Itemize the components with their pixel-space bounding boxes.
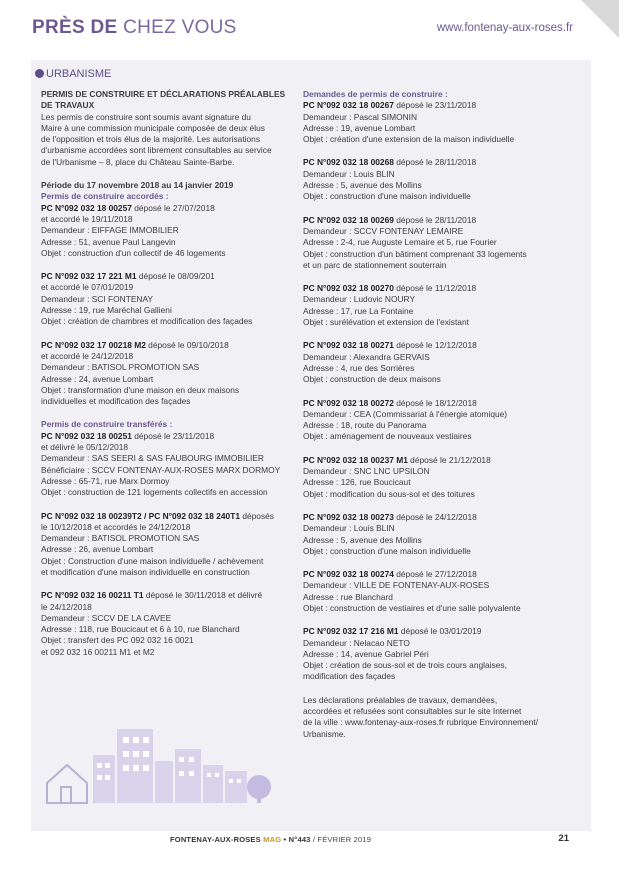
- permit-ref: PC N°092 032 18 00237 M1: [303, 454, 408, 465]
- permit-line: Objet : transformation d'une maison en deux maisons: [41, 384, 240, 395]
- permit-line: Objet : construction d'une maison individuelle: [303, 545, 471, 556]
- page-header: [30, 14, 579, 44]
- permit-line: et accordé le 19/11/2018: [41, 213, 133, 224]
- intro-text: d'urbanisme accordées sont librement consultables au service: [41, 145, 272, 156]
- permit-entry: PC N°092 032 18 00273 déposé le 24/12/2018 Demandeur : Louis BLIN Adresse : 5, avenue des Mollins Objet : construction d'une maison individuelle: [303, 512, 581, 557]
- bullet-icon: [35, 69, 44, 78]
- permit-ref: PC N°092 032 18 00268: [303, 157, 394, 168]
- permit-ref: PC N°092 032 18 00257: [41, 202, 132, 213]
- permit-line: Adresse : 5, avenue des Mollins: [303, 534, 422, 545]
- closing-text: Les déclarations préalables de travaux, demandées,: [303, 694, 498, 705]
- permit-ref: PC N°092 032 18 00270: [303, 283, 394, 294]
- permit-entry: PC N°092 032 18 00269 déposé le 28/11/2018 Demandeur : SCCV FONTENAY LEMAIRE Adresse : 2-4, rue Auguste Lemaire et 5, rue Fourier Objet : construction d'un bâtiment comprenant 33 logements et un parc de stationnement souterrain: [303, 215, 581, 271]
- intro-text: de l'opposition et trois élus de la majorité. Les autorisations: [41, 134, 261, 145]
- permit-line: Adresse : 18, route du Panorama: [303, 420, 427, 431]
- website-url[interactable]: www.fontenay-aux-roses.fr: [436, 22, 573, 34]
- permit-ref: PC N°092 032 18 00239T2 / PC N°092 032 18 240T1: [41, 510, 240, 521]
- permit-line: Adresse : 118, rue Boucicaut et 6 à 10, rue Blanchard: [41, 624, 240, 635]
- buildings-illustration: [41, 725, 281, 805]
- intro-text: de l'Urbanisme – 8, place du Château Sainte-Barbe.: [41, 156, 235, 167]
- closing-text: Urbanisme.: [303, 728, 346, 739]
- permit-entry: PC N°092 032 18 00237 M1 déposé le 21/12/2018 Demandeur : SNC LNC UPSILON Adresse : 126, rue Boucicaut Objet : modification du sous-sol et des toitures: [303, 455, 581, 500]
- permit-ref: PC N°092 032 16 00211 T1: [41, 590, 144, 601]
- page-number: 21: [558, 833, 569, 844]
- permit-line: Demandeur : Louis BLIN: [303, 168, 395, 179]
- permit-entry: PC N°092 032 16 00211 T1 déposé le 30/11/2018 et délivré le 24/12/2018 Demandeur : SCCV DE LA CAVEE Adresse : 118, rue Boucicaut et 6 à 10, rue Blanchard Objet : transfert des PC 092 032 16 0021 et 092 032 16 00211 M1 et M2: [41, 590, 291, 658]
- permit-line: Demandeur : SCCV DE LA CAVEE: [41, 612, 172, 623]
- granted-heading: Permis de construire accordés :: [41, 191, 169, 202]
- permit-line: et délivré le 05/12/2018: [41, 442, 129, 453]
- permit-line: Demandeur : CEA (Commissariat à l'énergie atomique): [303, 408, 508, 419]
- permit-line: Objet : création de sous-sol et de trois cours anglaises,: [303, 660, 507, 671]
- permit-line: et accordé le 07/01/2019: [41, 282, 134, 293]
- permit-line: Demandeur : SCI FONTENAY: [41, 293, 154, 304]
- permit-line: Adresse : rue Blanchard: [303, 591, 393, 602]
- permit-line: Adresse : 65-71, rue Marx Dormoy: [41, 475, 170, 486]
- permit-line: Objet : construction de deux maisons: [303, 374, 441, 385]
- permit-line: Objet : création de chambres et modification des façades: [41, 316, 253, 327]
- permit-line: Bénéficiaire : SCCV FONTENAY-AUX-ROSES MARX DORMOY: [41, 464, 281, 475]
- permit-ref: PC N°092 032 17 216 M1: [303, 626, 399, 637]
- permit-line: Objet : Construction d'une maison individuelle / achèvement: [41, 555, 264, 566]
- permit-ref: PC N°092 032 18 00273: [303, 511, 394, 522]
- page-corner-fold: [581, 0, 619, 38]
- permit-ref: PC N°092 032 18 00271: [303, 340, 394, 351]
- permit-line: Objet : construction d'un bâtiment comprenant 33 logements: [303, 248, 527, 259]
- permit-line: Adresse : 51, avenue Paul Langevin: [41, 236, 176, 247]
- permit-line: modification des façades: [303, 671, 396, 682]
- left-column: [41, 89, 291, 670]
- permit-ref: PC N°092 032 18 00267: [303, 100, 394, 111]
- intro-text: Les permis de construire sont soumis avant signature du: [41, 111, 251, 122]
- permit-line: Objet : surélévation et extension de l'existant: [303, 317, 469, 328]
- intro-block: [41, 89, 291, 168]
- permit-ref: PC N°092 032 17 221 M1: [41, 271, 137, 282]
- intro-text: Maire à une commission municipale composée de deux élus: [41, 122, 265, 133]
- permit-line: et modification d'une maison individuelle en construction: [41, 566, 250, 577]
- permit-ref: PC N°092 032 18 00272: [303, 397, 394, 408]
- permit-line: Objet : transfert des PC 092 032 16 0021: [41, 635, 194, 646]
- transferred-heading: Permis de construire transférés :: [41, 419, 173, 430]
- closing-note: [303, 695, 581, 740]
- closing-text: accordées et refusées sont consultables sur le site Internet: [303, 706, 522, 717]
- permit-line: et un parc de stationnement souterrain: [303, 259, 447, 270]
- permit-line: Adresse : 14, avenue Gabriel Péri: [303, 648, 429, 659]
- permit-line: Objet : construction de 121 logements collectifs en accession: [41, 487, 268, 498]
- permit-line: Demandeur : Pascal SIMONIN: [303, 111, 418, 122]
- permit-line: Adresse : 19, rue Maréchal Gallieni: [41, 305, 172, 316]
- permit-line: Demandeur : Ludovic NOURY: [303, 294, 416, 305]
- permit-ref: PC N°092 032 18 00274: [303, 569, 394, 580]
- permit-line: et 092 032 16 00211 M1 et M2: [41, 646, 155, 657]
- right-column: [303, 89, 581, 752]
- permit-line: le 10/12/2018 et accordés le 24/12/2018: [41, 521, 191, 532]
- permit-line: Demandeur : Nelacao NETO: [303, 637, 410, 648]
- permit-line: Objet : aménagement de nouveaux vestiaires: [303, 431, 472, 442]
- permit-line: Demandeur : Louis BLIN: [303, 523, 395, 534]
- permit-line: Adresse : 126, rue Boucicaut: [303, 477, 411, 488]
- permit-line: Objet : construction de vestiaires et d'une salle polyvalente: [303, 602, 521, 613]
- footer-publication: FONTENAY-AUX-ROSES MAG • N°443 / FÉVRIER 2019: [170, 835, 372, 844]
- permit-entry: PC N°092 032 17 216 M1 déposé le 03/01/2019 Demandeur : Nelacao NETO Adresse : 14, avenue Gabriel Péri Objet : création de sous-sol et de trois cours anglaises, modification des façades: [303, 626, 581, 682]
- section-label: URBANISME: [35, 68, 111, 80]
- intro-heading: DE TRAVAUX: [41, 100, 95, 111]
- permit-line: Adresse : 2-4, rue Auguste Lemaire et 5, rue Fourier: [303, 237, 497, 248]
- permit-entry: PC N°092 032 18 00268 déposé le 28/11/2018 Demandeur : Louis BLIN Adresse : 5, avenue des Mollins Objet : construction d'une maison individuelle: [303, 157, 581, 202]
- permit-entry: PC N°092 032 18 00272 déposé le 18/12/2018 Demandeur : CEA (Commissariat à l'énergie atomique) Adresse : 18, route du Panorama Objet : aménagement de nouveaux vestiaires: [303, 398, 581, 443]
- permit-line: Demandeur : SCCV FONTENAY LEMAIRE: [303, 225, 464, 236]
- permit-entry: PC N°092 032 18 00271 déposé le 12/12/2018 Demandeur : Alexandra GERVAIS Adresse : 4, rue des Sorrières Objet : construction de deux maisons: [303, 340, 581, 385]
- permit-line: le 24/12/2018: [41, 601, 92, 612]
- closing-text: de la ville : www.fontenay-aux-roses.fr rubrique Environnement/: [303, 717, 539, 728]
- requests-heading: Demandes de permis de construire :: [303, 89, 448, 99]
- page-title: PRÈS DE CHEZ VOUS: [32, 17, 237, 38]
- period-heading: Période du 17 novembre 2018 au 14 janvier 2019: [41, 180, 234, 191]
- permit-line: Adresse : 17, rue La Fontaine: [303, 305, 414, 316]
- permit-line: Adresse : 26, avenue Lombart: [41, 544, 154, 555]
- permit-line: Demandeur : BATISOL PROMOTION SAS: [41, 362, 200, 373]
- permit-entry: PC N°092 032 18 00239T2 / PC N°092 032 18 240T1 déposés le 10/12/2018 et accordés le 24/12/2018 Demandeur : BATISOL PROMOTION SAS Adresse : 26, avenue Lombart Objet : Construction d'une maison individuelle / achèvement et modification d'une maison individuelle en construction: [41, 511, 291, 579]
- permit-entry: PC N°092 032 18 00274 déposé le 27/12/2018 Demandeur : VILLE DE FONTENAY-AUX-ROSES Adresse : rue Blanchard Objet : construction de vestiaires et d'une salle polyvalente: [303, 569, 581, 614]
- permit-line: Adresse : 24, avenue Lombart: [41, 373, 154, 384]
- permit-entry: PC N°092 032 17 221 M1 déposé le 08/09/201 et accordé le 07/01/2019 Demandeur : SCI FONTENAY Adresse : 19, rue Maréchal Gallieni Objet : création de chambres et modification des façades: [41, 271, 291, 327]
- content-panel: [31, 60, 591, 831]
- permit-line: Objet : construction d'une maison individuelle: [303, 191, 471, 202]
- permit-line: Objet : modification du sous-sol et des toitures: [303, 488, 475, 499]
- permit-line: Demandeur : VILLE DE FONTENAY-AUX-ROSES: [303, 580, 490, 591]
- permit-entry: Demandes de permis de construire : PC N°092 032 18 00267 déposé le 23/11/2018 Demandeur : Pascal SIMONIN Adresse : 19, avenue Lombart Objet : création d'une extension de la maison individuelle: [303, 89, 581, 145]
- permit-line: Objet : création d'une extension de la maison individuelle: [303, 134, 515, 145]
- permit-entry: PC N°092 032 17 00218 M2 déposé le 09/10/2018 et accordé le 24/12/2018 Demandeur : BATISOL PROMOTION SAS Adresse : 24, avenue Lombart Objet : transformation d'une maison en deux maisons individuelles et modification des façades: [41, 340, 291, 408]
- permit-ref: PC N°092 032 17 00218 M2: [41, 339, 146, 350]
- permit-ref: PC N°092 032 18 00269: [303, 214, 394, 225]
- permit-entry: Période du 17 novembre 2018 au 14 janvier 2019 Permis de construire accordés : PC N°092 032 18 00257 déposé le 27/07/2018 et accordé le 19/11/2018 Demandeur : EIFFAGE IMMOBILIER Adresse : 51, avenue Paul Langevin Objet : construction d'un collectif de 46 logements: [41, 180, 291, 259]
- permit-ref: PC N°092 032 18 00251: [41, 430, 132, 441]
- page-footer: [0, 833, 619, 853]
- permit-line: Adresse : 4, rue des Sorrières: [303, 362, 415, 373]
- permit-line: individuelles et modification des façades: [41, 396, 191, 407]
- permit-line: Adresse : 19, avenue Lombart: [303, 122, 416, 133]
- permit-line: Demandeur : Alexandra GERVAIS: [303, 351, 430, 362]
- permit-line: Demandeur : EIFFAGE IMMOBILIER: [41, 225, 179, 236]
- permit-line: Adresse : 5, avenue des Mollins: [303, 180, 422, 191]
- intro-heading: PERMIS DE CONSTRUIRE ET DÉCLARATIONS PRÉALABLES: [41, 89, 286, 99]
- permit-entry: PC N°092 032 18 00270 déposé le 11/12/2018 Demandeur : Ludovic NOURY Adresse : 17, rue La Fontaine Objet : surélévation et extension de l'existant: [303, 283, 581, 328]
- permit-line: et accordé le 24/12/2018: [41, 350, 134, 361]
- permit-line: Objet : construction d'un collectif de 46 logements: [41, 247, 226, 258]
- permit-line: Demandeur : BATISOL PROMOTION SAS: [41, 533, 200, 544]
- permit-entry: Permis de construire transférés : PC N°092 032 18 00251 déposé le 23/11/2018 et délivré le 05/12/2018 Demandeur : SAS SEERI & SAS FAUBOURG IMMOBILIER Bénéficiaire : SCCV FONTENAY-AUX-ROSES MARX DORMOY Adresse : 65-71, rue Marx Dormoy Objet : construction de 121 logements collectifs en accession: [41, 419, 291, 498]
- permit-line: Demandeur : SAS SEERI & SAS FAUBOURG IMMOBILIER: [41, 453, 264, 464]
- permit-line: Demandeur : SNC LNC UPSILON: [303, 466, 430, 477]
